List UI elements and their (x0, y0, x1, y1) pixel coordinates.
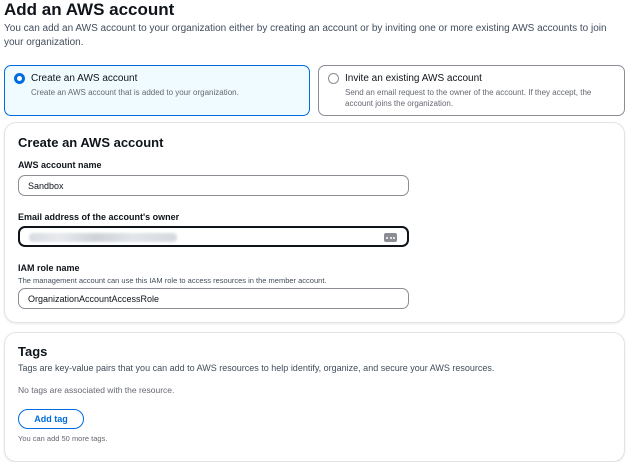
radio-selected-icon[interactable] (14, 73, 25, 84)
add-tag-button[interactable]: Add tag (18, 409, 84, 429)
tags-heading: Tags (18, 344, 48, 359)
tags-empty-message: No tags are associated with the resource. (18, 385, 175, 395)
option-invite-title: Invite an existing AWS account (345, 73, 482, 84)
tags-limit-text: You can add 50 more tags. (18, 434, 108, 443)
option-invite-account[interactable] (318, 65, 625, 116)
radio-unselected-icon[interactable] (328, 73, 339, 84)
create-account-panel (4, 122, 625, 323)
owner-email-label: Email address of the account's owner (18, 212, 180, 222)
create-account-heading: Create an AWS account (18, 135, 164, 150)
tags-description: Tags are key-value pairs that you can add to AWS resources to help identify, organize, and secure your AWS resources. (18, 363, 495, 373)
page-title: Add an AWS account (4, 0, 175, 19)
option-create-title: Create an AWS account (31, 73, 138, 84)
redacted-email-value (29, 233, 177, 242)
password-manager-icon[interactable] (384, 233, 397, 242)
iam-role-label: IAM role name (18, 263, 80, 273)
iam-role-description: The management account can use this IAM role to access resources in the member account. (18, 276, 327, 285)
page-description: You can add an AWS account to your organization either by creating an account or by inviting one or more existing AWS accounts to join your organization. (4, 23, 607, 48)
option-invite-description: Send an email request to the owner of the account. If they accept, the account joins the organization. (345, 88, 592, 108)
iam-role-input[interactable]: OrganizationAccountAccessRole (18, 288, 409, 309)
account-name-input[interactable]: Sandbox (18, 175, 409, 196)
owner-email-input[interactable] (18, 226, 409, 247)
option-create-description: Create an AWS account that is added to your organization. (31, 88, 239, 97)
account-name-label: AWS account name (18, 160, 102, 170)
tags-panel (4, 332, 625, 462)
option-create-account[interactable] (4, 65, 310, 116)
